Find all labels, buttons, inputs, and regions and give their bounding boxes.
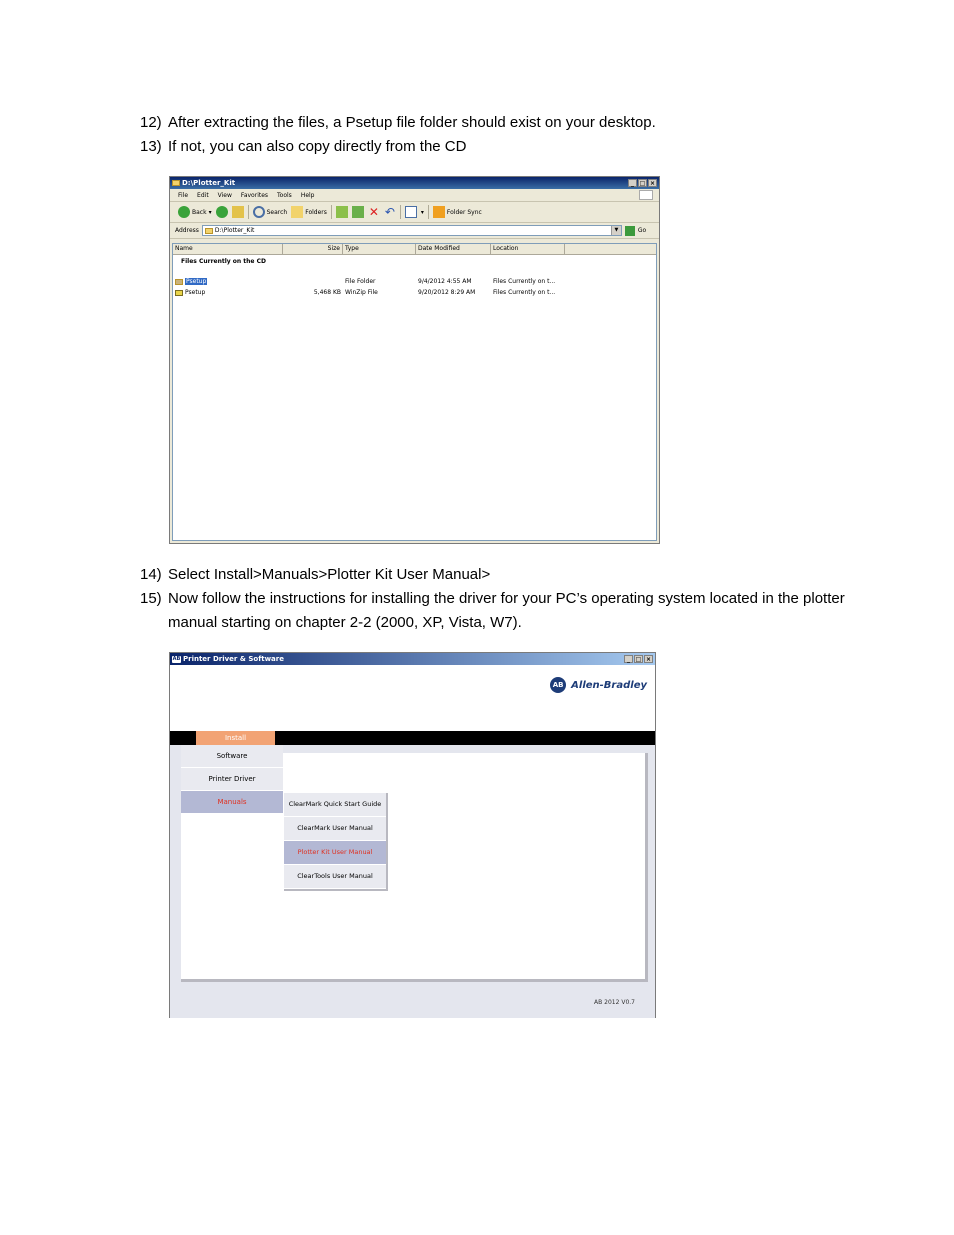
file-row[interactable]	[173, 276, 656, 287]
column-date-modified[interactable]: Date Modified	[416, 244, 491, 254]
file-date: 9/4/2012 4:55 AM	[418, 278, 472, 285]
file-name-cell	[173, 278, 283, 285]
forward-button[interactable]	[216, 206, 228, 218]
step-number: 13)	[140, 138, 162, 155]
address-bar	[170, 223, 659, 239]
folder-sync-button[interactable]	[433, 206, 482, 218]
explorer-window	[169, 176, 660, 544]
submenu-item-clearmark-user-manual[interactable]: ClearMark User Manual	[284, 817, 386, 841]
back-button[interactable]	[178, 206, 212, 218]
move-to-button[interactable]	[336, 206, 348, 218]
delete-button[interactable]: ✕	[368, 205, 379, 219]
folder-sync-label: Folder Sync	[446, 208, 482, 216]
file-size: 5,468 KB	[313, 289, 341, 296]
zip-file-icon	[175, 290, 183, 296]
file-list	[172, 243, 657, 541]
chevron-down-icon: ▾	[208, 208, 212, 216]
installer-title: Printer Driver & Software	[183, 655, 284, 663]
file-name: Psetup	[186, 278, 207, 285]
minimize-button[interactable]: _	[628, 179, 637, 187]
content-area	[170, 745, 655, 1018]
close-button[interactable]: ×	[645, 656, 652, 663]
install-menu	[181, 745, 283, 814]
brand-logo	[550, 677, 647, 693]
maximize-button[interactable]: □	[635, 656, 642, 663]
search-icon	[253, 206, 265, 218]
menu-edit[interactable]: Edit	[197, 191, 209, 199]
menu-bar	[170, 189, 659, 202]
installer-titlebar	[170, 653, 655, 665]
search-button[interactable]	[253, 206, 288, 218]
file-type: File Folder	[345, 278, 376, 285]
menu-favorites[interactable]: Favorites	[240, 191, 269, 199]
copy-to-button[interactable]	[352, 206, 364, 218]
file-row[interactable]	[173, 287, 656, 298]
menu-item-software[interactable]: Software	[181, 745, 283, 768]
column-type[interactable]: Type	[343, 244, 416, 254]
step-number: 15)	[140, 590, 162, 607]
address-input[interactable]	[202, 225, 622, 236]
submenu-item-cleartools-user-manual[interactable]: ClearTools User Manual	[284, 865, 386, 889]
column-size[interactable]: Size	[283, 244, 343, 254]
submenu-item-plotter-kit-user-manual[interactable]: Plotter Kit User Manual	[284, 841, 386, 865]
close-button[interactable]: ×	[649, 180, 656, 187]
menu-help[interactable]: Help	[300, 191, 315, 199]
address-dropdown-button[interactable]: ▼	[611, 226, 621, 235]
column-name[interactable]: Name	[173, 244, 283, 254]
file-location: Files Currently on t...	[493, 289, 556, 296]
toolbar	[170, 202, 659, 223]
windows-logo-icon	[639, 190, 653, 200]
chevron-down-icon: ▾	[420, 208, 424, 216]
go-arrow-icon[interactable]	[625, 226, 635, 236]
file-name-cell	[173, 289, 283, 296]
submenu-item-clearmark-quick-start[interactable]: ClearMark Quick Start Guide	[284, 793, 386, 817]
brand-name: Allen-Bradley	[571, 679, 647, 691]
folder-sync-icon	[433, 206, 445, 218]
menu-view[interactable]: View	[217, 191, 232, 199]
file-name: Psetup	[185, 289, 206, 296]
file-type: WinZip File	[345, 289, 378, 296]
step-text: Select Install>Manuals>Plotter Kit User Manual>	[168, 566, 491, 583]
menu-tools[interactable]: Tools	[277, 191, 292, 199]
menu-file[interactable]: File	[178, 191, 189, 199]
folders-button[interactable]	[291, 206, 327, 218]
step-text: Now follow the instructions for installing the driver for your PC’s operating system located in the plotter manual starting on chapter 2-2 (2000, XP, Vista, W7).	[168, 590, 845, 631]
views-button[interactable]	[405, 206, 417, 218]
tab-install[interactable]: Install	[196, 731, 275, 745]
step-number: 14)	[140, 566, 162, 583]
menu-item-printer-driver[interactable]: Printer Driver	[181, 768, 283, 791]
address-label: Address	[175, 227, 199, 234]
column-headers	[173, 244, 656, 255]
file-location: Files Currently on t...	[493, 278, 556, 285]
address-value: D:\Plotter_Kit	[214, 227, 255, 234]
app-logo-icon: AB	[172, 655, 181, 662]
folder-icon	[172, 180, 180, 186]
folders-label: Folders	[305, 208, 327, 216]
toolbar-separator	[248, 205, 249, 219]
undo-button[interactable]: ↶	[384, 205, 395, 219]
explorer-title: D:\Plotter_Kit	[182, 179, 236, 187]
step-text: If not, you can also copy directly from the CD	[168, 138, 467, 155]
up-folder-button[interactable]	[232, 206, 244, 218]
column-location[interactable]: Location	[491, 244, 565, 254]
back-arrow-icon	[178, 206, 190, 218]
maximize-button[interactable]: □	[639, 180, 646, 187]
go-button[interactable]: Go	[637, 227, 647, 234]
toolbar-separator	[400, 205, 401, 219]
explorer-titlebar	[170, 177, 659, 189]
search-label: Search	[266, 208, 288, 216]
installer-window	[169, 652, 656, 1018]
folder-icon	[175, 279, 183, 285]
menu-item-manuals[interactable]: Manuals	[181, 791, 283, 814]
toolbar-separator	[428, 205, 429, 219]
minimize-button[interactable]: _	[624, 655, 633, 663]
toolbar-separator	[331, 205, 332, 219]
back-label: Back	[192, 208, 207, 216]
group-header: Files Currently on the CD	[181, 258, 266, 265]
step-text: After extracting the files, a Psetup file folder should exist on your desktop.	[168, 114, 656, 131]
version-label: AB 2012 V0.7	[594, 999, 635, 1006]
manuals-submenu	[284, 793, 388, 891]
folder-icon	[205, 228, 213, 234]
allen-bradley-logo-icon: AB	[550, 677, 566, 693]
folders-icon	[291, 206, 303, 218]
step-number: 12)	[140, 114, 162, 131]
file-date: 9/20/2012 8:29 AM	[418, 289, 476, 296]
nav-bar	[170, 731, 655, 745]
